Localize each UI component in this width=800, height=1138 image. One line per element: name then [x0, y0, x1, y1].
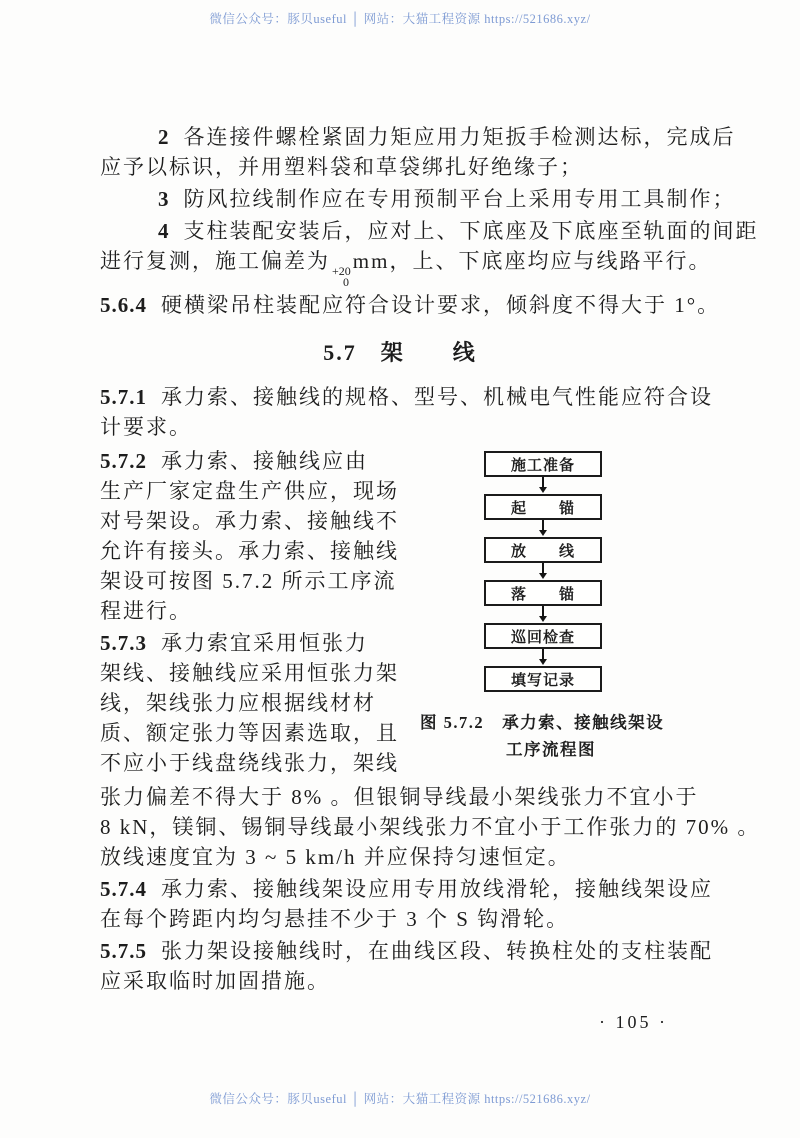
- clause-number: 5.7.3: [100, 631, 147, 655]
- body-text: 在每个跨距内均匀悬挂不少于 3 个 S 钩滑轮。: [100, 907, 570, 931]
- clause-5-7-2: [100, 446, 420, 626]
- flow-step-raise-anchor: [484, 494, 602, 520]
- flow-step-label: 落 锚: [510, 586, 575, 603]
- body-text: 承力索、接触线应由: [161, 449, 368, 473]
- body-text: 线，架线张力应根据线材材: [100, 691, 376, 715]
- arrow-down-icon: [542, 520, 544, 531]
- tolerance-notation: +20 0: [332, 264, 351, 289]
- body-text: 张力架设接触线时，在曲线区段、转换柱处的支柱装配: [161, 939, 713, 963]
- text-column: [100, 444, 420, 780]
- body-text: 对号架设。承力索、接触线不: [100, 509, 399, 533]
- list-item-2: [100, 122, 736, 182]
- list-item-4: [100, 216, 759, 289]
- body-text: 程进行。: [100, 599, 192, 623]
- clause-number: 5.6.4: [100, 293, 147, 317]
- watermark-bottom: 微信公众号：豚贝useful │ 网站：大猫工程资源 https://521686.xyz/: [209, 1092, 591, 1106]
- body-text: 承力索、接触线的规格、型号、机械电气性能应符合设: [161, 385, 713, 409]
- document-body: [100, 120, 761, 1033]
- clause-5-7-5: [100, 936, 713, 996]
- page-number: · 105 ·: [599, 1012, 668, 1032]
- list-item-3: [100, 184, 736, 214]
- body-text: 硬横梁吊柱装配应符合设计要求，倾斜度不得大于 1°。: [161, 293, 721, 317]
- arrow-down-icon: [542, 606, 544, 617]
- flowchart: [484, 451, 602, 692]
- body-text: 质、额定张力等因素选取，且: [100, 721, 399, 745]
- flow-step-label: 施工准备: [510, 457, 575, 474]
- clause-5-6-4: [100, 290, 721, 320]
- clause-number: 5.7.1: [100, 385, 147, 409]
- body-text: 承力索、接触线架设应用专用放线滑轮，接触线架设应: [161, 877, 713, 901]
- watermark-top: 微信公众号：豚贝useful │ 网站：大猫工程资源 https://521686.xyz/: [209, 12, 591, 26]
- body-text: 架线、接触线应采用恒张力架: [100, 661, 399, 685]
- flow-step-label: 放 线: [510, 543, 575, 560]
- figure-5-7-2: [420, 444, 700, 780]
- clause-number: 5.7.4: [100, 877, 147, 901]
- figure-caption-line1: 图 5.7.2 承力索、接触线架设: [420, 713, 665, 732]
- item-number: 3: [158, 187, 170, 211]
- clause-number: 5.7.5: [100, 939, 147, 963]
- body-text: 允许有接头。承力索、接触线: [100, 539, 399, 563]
- body-text: 不应小于线盘绕线张力，架线: [100, 751, 399, 775]
- flow-step-preparation: [484, 451, 602, 477]
- arrow-down-icon: [542, 563, 544, 574]
- two-column-block: [100, 444, 700, 780]
- arrow-down-icon: [542, 649, 544, 660]
- body-text: 防风拉线制作应在专用预制平台上采用专用工具制作；: [183, 187, 736, 211]
- flow-step-label: 起 锚: [510, 500, 575, 517]
- body-text: 进行复测，施工偏差为 +20 0 mm，上、下底座均应与线路平行。: [100, 249, 712, 289]
- item-number: 4: [158, 219, 170, 243]
- figure-caption: [420, 709, 700, 763]
- flow-step-label: 填写记录: [510, 672, 575, 689]
- figure-caption-line2: 工序流程图: [506, 740, 596, 759]
- flow-step-patrol-inspection: [484, 623, 602, 649]
- body-text: 应予以标识，并用塑料袋和草袋绑扎好绝缘子；: [100, 155, 583, 179]
- body-text: 生产厂家定盘生产供应，现场: [100, 479, 399, 503]
- flow-step-pay-out-line: [484, 537, 602, 563]
- flow-step-label: 巡回检查: [510, 629, 575, 646]
- clause-5-7-3-continuation: [100, 782, 761, 872]
- item-number: 2: [158, 125, 170, 149]
- body-text: 张力偏差不得大于 8% 。但银铜导线最小架线张力不宜小于: [100, 785, 699, 809]
- body-text: 承力索宜采用恒张力: [161, 631, 368, 655]
- clause-5-7-3: [100, 628, 420, 778]
- flow-step-fill-records: [484, 666, 602, 692]
- clause-5-7-1: [100, 382, 713, 442]
- flow-step-drop-anchor: [484, 580, 602, 606]
- body-text: 架设可按图 5.7.2 所示工序流: [100, 569, 397, 593]
- body-text: 8 kN，镁铜、锡铜导线最小架线张力不宜小于工作张力的 70% 。: [100, 815, 761, 839]
- section-heading: 5.7 架 线: [323, 340, 477, 365]
- body-text: 放线速度宜为 3 ~ 5 km/h 并应保持匀速恒定。: [100, 845, 571, 869]
- body-text: 各连接件螺栓紧固力矩应用力矩扳手检测达标，完成后: [183, 125, 736, 149]
- clause-5-7-4: [100, 874, 713, 934]
- clause-number: 5.7.2: [100, 449, 147, 473]
- body-text: 支柱装配安装后，应对上、下底座及下底座至轨面的间距: [183, 219, 759, 243]
- body-text: 计要求。: [100, 415, 192, 439]
- body-text: 应采取临时加固措施。: [100, 969, 330, 993]
- arrow-down-icon: [542, 477, 544, 488]
